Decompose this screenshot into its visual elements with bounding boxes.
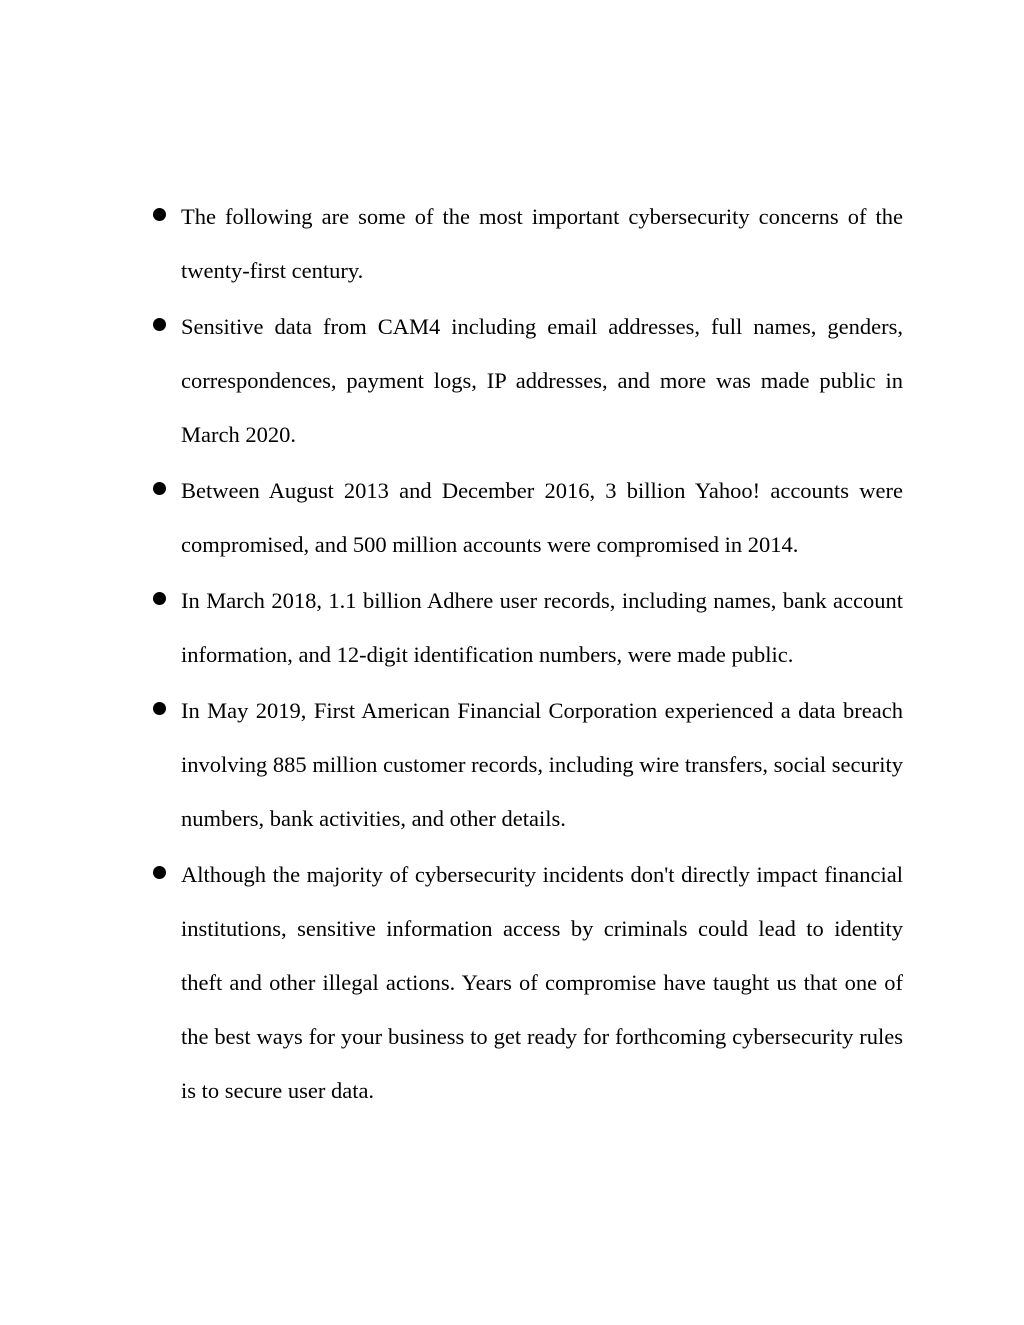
- bullet-text: In March 2018, 1.1 billion Adhere user records, including names, bank account information, and 12-digit identification numbers, were made public.: [181, 588, 903, 667]
- bullet-icon: [153, 866, 166, 879]
- list-item: [181, 684, 903, 846]
- bullet-icon: [153, 592, 166, 605]
- list-item: [181, 464, 903, 572]
- bullet-text: Although the majority of cybersecurity incidents don't directly impact financial institutions, sensitive information access by criminals could lead to identity theft and other illegal actions. Years of compromise have taught us that one of the best ways for your business to get ready for forthcoming cybersecurity rules is to secure user data.: [181, 862, 903, 1103]
- bullet-icon: [153, 208, 166, 221]
- bullet-text: The following are some of the most important cybersecurity concerns of the twenty-first century.: [181, 204, 903, 283]
- bullet-list: [181, 190, 903, 1120]
- list-item: [181, 848, 903, 1118]
- bullet-icon: [153, 482, 166, 495]
- bullet-text: Between August 2013 and December 2016, 3 billion Yahoo! accounts were compromised, and 500 million accounts were compromised in 2014.: [181, 478, 903, 557]
- list-item: [181, 574, 903, 682]
- bullet-text: Sensitive data from CAM4 including email addresses, full names, genders, correspondences, payment logs, IP addresses, and more was made public in March 2020.: [181, 314, 903, 447]
- bullet-icon: [153, 702, 166, 715]
- bullet-icon: [153, 318, 166, 331]
- bullet-text: In May 2019, First American Financial Corporation experienced a data breach involving 885 million customer records, including wire transfers, social security numbers, bank activities, and other details.: [181, 698, 903, 831]
- list-item: [181, 190, 903, 298]
- list-item: [181, 300, 903, 462]
